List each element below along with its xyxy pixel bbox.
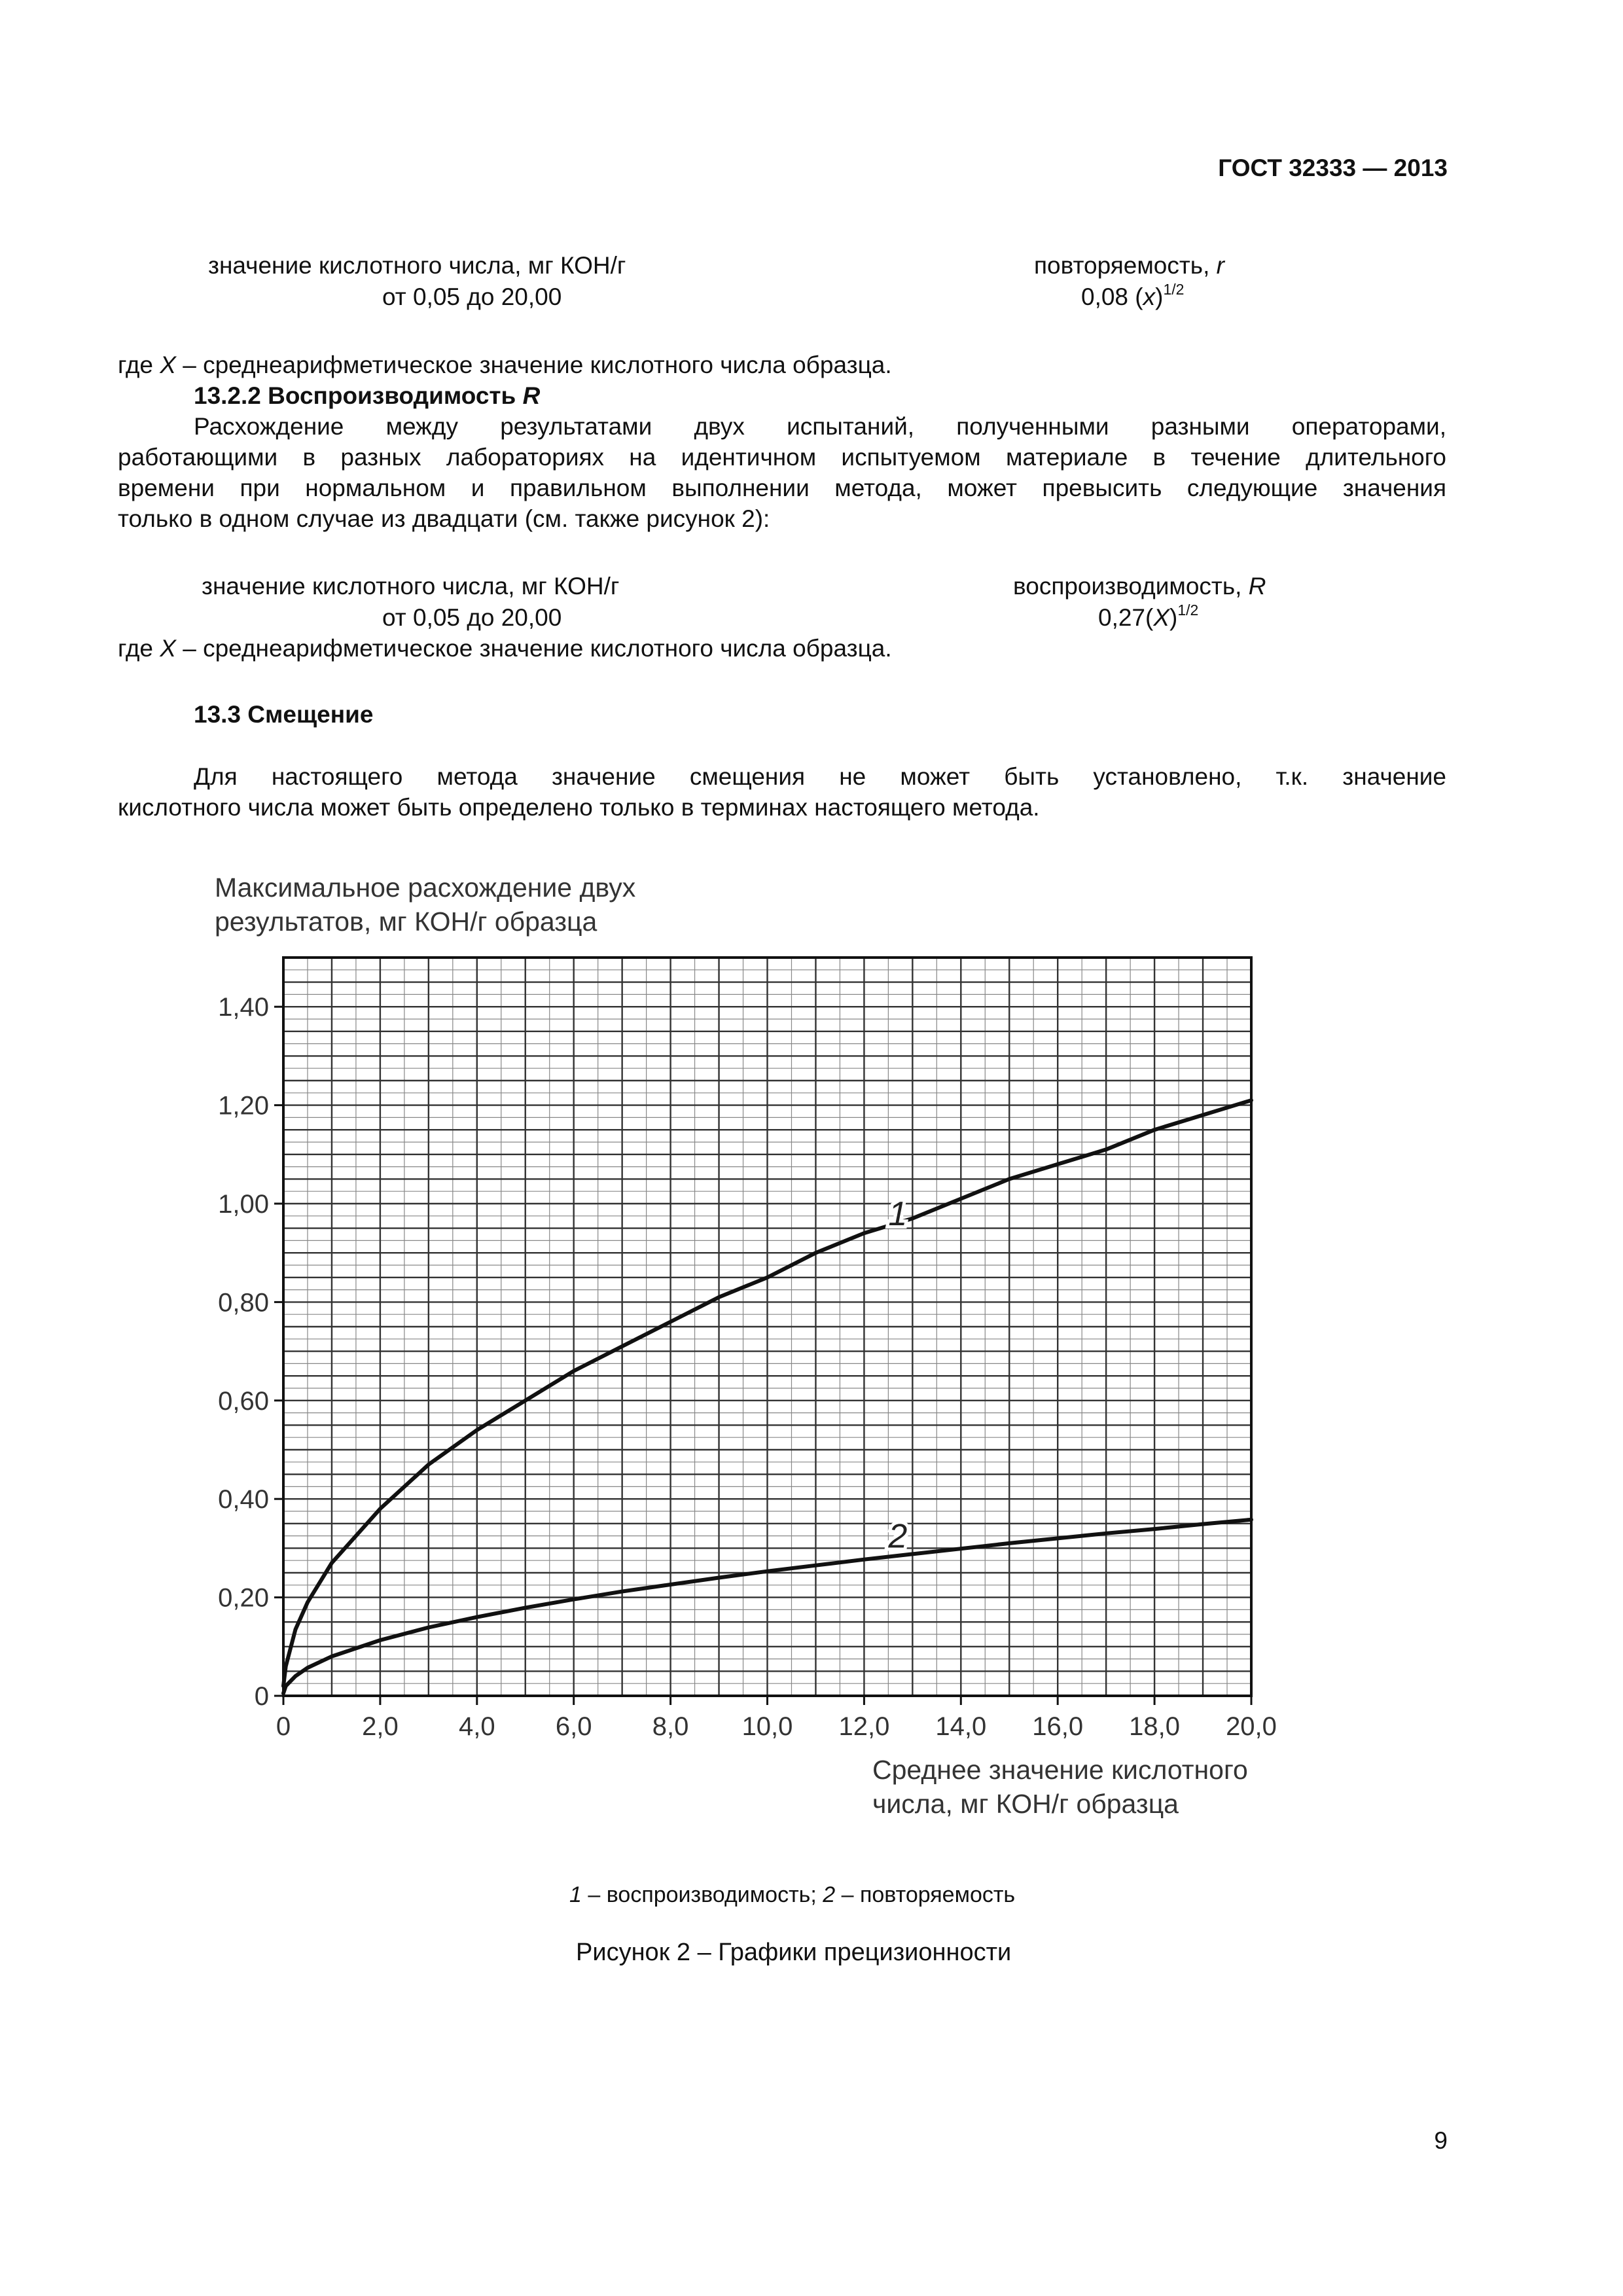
section-13-3-title: 13.3 Смещение [194, 701, 374, 728]
precision-chart [0, 838, 1623, 1859]
where-x-definition-1 [118, 350, 892, 381]
reproducibility-formula-exp: 1/2 [1177, 601, 1199, 619]
repeatability-symbol: r [1216, 252, 1224, 279]
x-tick-label: 12,0 [838, 1712, 890, 1741]
paragraph-line: Для настоящего метода значение смещения не может быть установлено, т.к. значение [194, 763, 1446, 790]
repeatability-col2-value [1081, 281, 1184, 315]
x-tick-label: 10,0 [741, 1712, 793, 1741]
repeatability-formula-var: x [1143, 283, 1156, 310]
y-tick-label: 0,60 [218, 1386, 269, 1416]
curve-label-1: 1 [888, 1194, 908, 1233]
y-tick-label: 1,20 [218, 1091, 269, 1121]
y-tick-label: 0 [254, 1682, 269, 1711]
y-axis-label-line2: результатов, мг КОН/г образца [215, 906, 597, 937]
grid-major [283, 958, 1251, 1696]
reproducibility-col1-header: значение кислотного числа, мг КОН/г [202, 573, 620, 600]
reproducibility-formula-prefix: 0,27( [1098, 604, 1154, 631]
legend-text-1: – воспроизводимость; [581, 1882, 823, 1907]
x-tick-label: 0 [276, 1712, 291, 1741]
y-tick-label: 0,40 [218, 1485, 269, 1515]
repeatability-col2-header [1034, 250, 1224, 281]
repeatability-formula-exp: 1/2 [1163, 281, 1185, 298]
repeatability-formula-prefix: 0,08 ( [1081, 283, 1143, 310]
where-prefix: где [118, 351, 160, 378]
y-tick-label: 1,40 [218, 993, 269, 1022]
reproducibility-label: воспроизводимость, [1013, 573, 1249, 600]
x-axis-label-line2: числа, мг КОН/г образца [872, 1789, 1179, 1819]
section-13-2-2-text: 13.2.2 Воспроизводимость [194, 382, 523, 409]
paragraph-line: только в одном случае из двадцати (см. также рисунок 2): [118, 505, 770, 532]
x-tick-label: 4,0 [458, 1712, 495, 1741]
legend-number-2: 2 [823, 1882, 836, 1907]
where-x-definition-2 [118, 633, 892, 664]
paragraph-line: кислотного числа может быть определено только в терминах настоящего метода. [118, 794, 1040, 821]
paragraph-line: времени при нормальном и правильном выполнении метода, может превысить следующие значения [118, 475, 1446, 501]
curve-label-2: 2 [888, 1517, 908, 1556]
reproducibility-formula-suffix: ) [1169, 604, 1178, 631]
section-13-2-2-symbol: R [522, 382, 541, 409]
y-tick-labels [218, 993, 283, 1711]
where-var: X [160, 351, 176, 378]
y-tick-label: 1,00 [218, 1190, 269, 1219]
y-axis-label-line1: Максимальное расхождение двух [215, 872, 636, 903]
reproducibility-symbol: R [1248, 573, 1266, 600]
reproducibility-col2-header [1013, 571, 1266, 602]
figure-legend [569, 1882, 1015, 1908]
page-number: 9 [1434, 2127, 1448, 2154]
repeatability-label: повторяемость, [1034, 252, 1217, 279]
x-tick-label: 20,0 [1226, 1712, 1277, 1741]
x-tick-label: 2,0 [362, 1712, 399, 1741]
paragraph-reproducibility [118, 411, 1446, 534]
where-text: – среднеарифметическое значение кислотного числа образца. [175, 635, 892, 662]
y-tick-label: 0,80 [218, 1288, 269, 1318]
repeatability-col1-value: от 0,05 до 20,00 [382, 283, 562, 310]
section-13-2-2-title [194, 380, 540, 412]
x-tick-label: 6,0 [555, 1712, 592, 1741]
figure-caption: Рисунок 2 – Графики прецизионности [576, 1939, 1012, 1966]
legend-text-2: – повторяемость [835, 1882, 1016, 1907]
x-axis-label-line1: Среднее значение кислотного [872, 1755, 1248, 1785]
legend-number-1: 1 [569, 1882, 582, 1907]
reproducibility-formula-var: X [1153, 604, 1170, 631]
reproducibility-col2-value [1098, 602, 1198, 636]
x-tick-label: 16,0 [1032, 1712, 1084, 1741]
repeatability-formula-suffix: ) [1155, 283, 1164, 310]
x-tick-label: 8,0 [652, 1712, 689, 1741]
standard-header: ГОСТ 32333 — 2013 [1218, 154, 1448, 181]
where-var: X [160, 635, 176, 662]
where-prefix: где [118, 635, 160, 662]
x-tick-labels [276, 1696, 1277, 1741]
x-tick-label: 14,0 [935, 1712, 987, 1741]
paragraph-line: работающими в разных лабораториях на идентичном испытуемом материале в течение длительного [118, 444, 1446, 471]
paragraph-line: Расхождение между результатами двух испытаний, полученными разными операторами, [194, 413, 1446, 440]
y-tick-label: 0,20 [218, 1583, 269, 1613]
reproducibility-col1-value: от 0,05 до 20,00 [382, 604, 562, 631]
paragraph-bias [118, 761, 1446, 823]
repeatability-col1-header: значение кислотного числа, мг КОН/г [208, 252, 626, 279]
where-text: – среднеарифметическое значение кислотного числа образца. [175, 351, 892, 378]
x-tick-label: 18,0 [1129, 1712, 1181, 1741]
